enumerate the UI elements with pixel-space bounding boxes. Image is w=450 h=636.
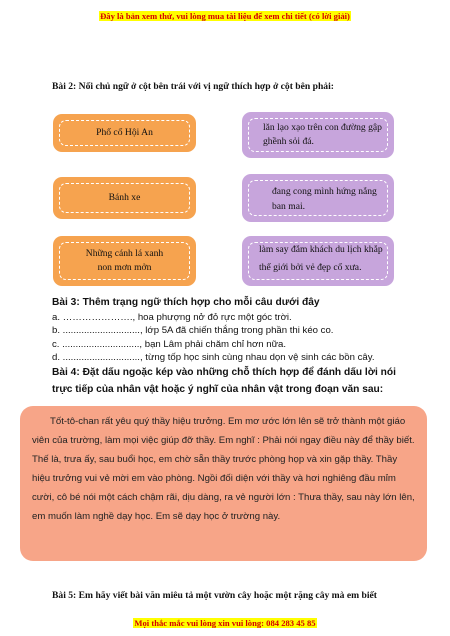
bai3-item-d: d. ............................., từng tốp học sinh cùng nhau dọn vệ sinh các bồn cây. [52, 352, 375, 363]
bai3-item-b: b. ............................., lớp 5A đã chiến thắng trong phần thi kéo co. [52, 325, 334, 336]
predicate-text-3a: làm say đắm khách du lịch khắp [259, 244, 383, 255]
contact-footer-text: Mọi thắc mắc vui lòng xin vui lòng: 084 283 45 85 [134, 618, 316, 628]
predicate-text-1a: lăn lạo xạo trên con đường gập [263, 122, 382, 133]
bai3-item-a: a. …………………., hoa phượng nở đỏ rực một góc trời. [52, 312, 292, 323]
passage-box [20, 406, 427, 561]
predicate-text-1b: ghềnh sỏi đá. [263, 136, 314, 147]
bai4-title-line1: Bài 4: Đặt dấu ngoặc kép vào những chỗ thích hợp để đánh dấu lời nói [52, 367, 396, 378]
bai2-title: Bài 2: Nối chủ ngữ ở cột bên trái với vị ngữ thích hợp ở cột bên phải: [52, 81, 334, 92]
preview-banner [0, 11, 450, 21]
preview-banner-text: Đây là bản xem thử, vui lòng mua tài liệu để xem chi tiết (có lời giải) [100, 11, 350, 21]
predicate-card-3[interactable] [242, 236, 394, 286]
subject-text-2: Bánh xe [108, 192, 141, 203]
subject-card-1[interactable] [53, 114, 196, 152]
subject-text-3a: Những cánh lá xanh [85, 248, 164, 259]
subject-card-3[interactable] [53, 236, 196, 286]
subject-text-3b: non mơn mởn [97, 262, 152, 273]
bai3-item-c: c. ............................., bạn Lâm phải chăm chỉ hơn nữa. [52, 339, 287, 350]
bai3-title: Bài 3: Thêm trạng ngữ thích hợp cho mỗi câu dưới đây [52, 297, 320, 308]
subject-text-1: Phố cổ Hội An [96, 127, 153, 138]
predicate-text-2b: ban mai. [272, 201, 306, 212]
subject-card-2[interactable] [53, 177, 196, 219]
predicate-text-2a: đang cong mình hứng nắng [272, 186, 377, 197]
contact-footer [0, 618, 450, 628]
passage-text: Tốt-tô-chan rất yêu quý thầy hiệu trưởng. Em mơ ước lớn lên sẽ trở thành một giáo viên của trường, làm mọi việc giúp đỡ thầy. Em nghĩ : Phải nói ngay điều này để thầy biết. Thế là, trưa ấy, sau buổi học, em chờ sẵn thầy trước phòng họp và xin gặp thầy. Thầy hiệu trưởng vui vẻ mời em vào phòng. Ngồi đối diện với thầy và hơi nghiêng đầu mỉm cười, cô bé nói một cách chậm rãi, dịu dàng, ra vẻ người lớn : Thưa thầy, sau này lớn lên, em muốn làm nghề dạy học. Em sẽ dạy học ở trường này. [32, 416, 415, 522]
bai5-title: Bài 5: Em hãy viết bài văn miêu tả một vườn cây hoặc một rặng cây mà em biết [52, 590, 377, 601]
bai4-title-line2: trực tiếp của nhân vật hoặc ý nghĩ của nhân vật trong đoạn văn sau: [52, 384, 384, 395]
predicate-text-3b: thế giới bởi vẻ đẹp cổ xưa. [259, 262, 362, 273]
predicate-card-1[interactable] [242, 112, 394, 158]
predicate-card-2[interactable] [242, 174, 394, 222]
